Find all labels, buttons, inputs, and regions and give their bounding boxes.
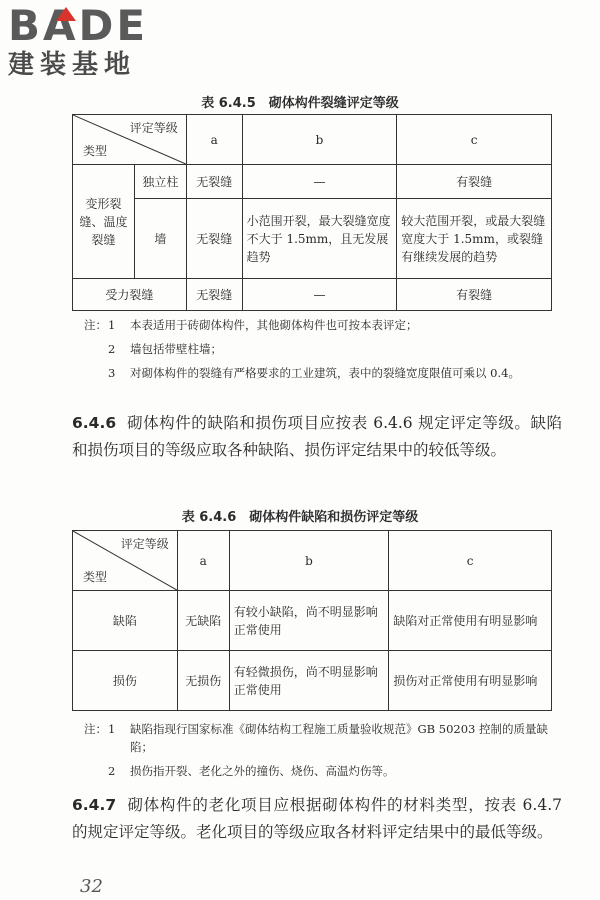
table1-row3-label: 受力裂缝 (73, 279, 187, 311)
section-number: 6.4.7 (72, 796, 117, 814)
note-number: 1 (108, 318, 116, 332)
table2-header-a: a (177, 531, 229, 591)
table1-notes (84, 316, 554, 388)
table2-row2-c: 损伤对正常使用有明显影响 (389, 651, 552, 711)
table2-header-type: 类型 (83, 570, 108, 584)
table1-header-c: c (397, 115, 552, 165)
table1-caption: 表 6.4.5 砌体构件裂缝评定等级 (201, 96, 399, 111)
table2-row1-c: 缺陷对正常使用有明显影响 (389, 591, 552, 651)
table2 (72, 530, 552, 711)
page-number: 32 (80, 876, 103, 897)
table1-header-b: b (242, 115, 397, 165)
note-item (84, 762, 554, 780)
note-item (84, 720, 554, 756)
table1-header-a: a (186, 115, 242, 165)
table1-header-grade: 评定等级 (129, 121, 178, 135)
table1-row3-b: — (242, 279, 397, 311)
table1-row1-sub: 独立柱 (134, 165, 186, 199)
table2-notes (84, 720, 554, 786)
table1 (72, 114, 552, 311)
table1-row2-b: 小范围开裂，最大裂缝宽度不大于 1.5mm，且无发展趋势 (242, 199, 397, 279)
table1-header-type: 类型 (83, 144, 108, 158)
section-6-4-6 (72, 410, 562, 464)
table1-header-diagonal-cell (73, 115, 187, 165)
logo-wordmark-text: BADE (8, 1, 149, 50)
note-text: 对砌体构件的裂缝有严格要求的工业建筑，表中的裂缝宽度限值可乘以 0.4。 (130, 366, 520, 380)
table1-row1-b: — (242, 165, 397, 199)
note-text: 本表适用于砖砌体构件，其他砌体构件也可按本表评定； (130, 318, 418, 332)
logo-wordmark (8, 1, 183, 50)
section-text: 砌体构件的老化项目应根据砌体构件的材料类型，按表 6.4.7 的规定评定等级。老化项目的等级应取各材料评定结果中的最低等级。 (72, 796, 562, 841)
table2-header-b: b (229, 531, 389, 591)
note-text: 墙包括带壁柱墙； (130, 342, 222, 356)
table1-row2-sub: 墙 (134, 199, 186, 279)
table2-header-diagonal-cell (73, 531, 178, 591)
note-number: 2 (108, 764, 116, 778)
table2-row2-a: 无损伤 (177, 651, 229, 711)
note-item (84, 340, 554, 358)
note-number: 1 (108, 722, 116, 736)
logo-subtitle: 建装基地 (8, 50, 137, 80)
table2-header-c: c (389, 531, 552, 591)
table2-row1-label: 缺陷 (73, 591, 178, 651)
table2-caption: 表 6.4.6 砌体构件缺陷和损伤评定等级 (181, 510, 419, 525)
table2-header-grade: 评定等级 (120, 537, 169, 551)
section-text: 砌体构件的缺陷和损伤项目应按表 6.4.6 规定评定等级。缺陷和损伤项目的等级应取各种缺陷、损伤评定结果中的较低等级。 (72, 414, 563, 459)
table2-row2-b: 有轻微损伤，尚不明显影响正常使用 (229, 651, 389, 711)
logo (8, 1, 183, 80)
note-label: 注： (84, 318, 107, 332)
table1-row1-a: 无裂缝 (186, 165, 242, 199)
table1-row2-c: 较大范围开裂，或最大裂缝宽度大于 1.5mm，或裂缝有继续发展的趋势 (397, 199, 552, 279)
note-number: 2 (108, 342, 116, 356)
note-label: 注： (84, 722, 107, 736)
note-text: 损伤指开裂、老化之外的撞伤、烧伤、高温灼伤等。 (130, 764, 395, 778)
table1-row1-c: 有裂缝 (397, 165, 552, 199)
note-text: 缺陷指现行国家标准《砌体结构工程施工质量验收规范》GB 50203 控制的质量缺陷； (130, 722, 549, 754)
section-6-4-7 (72, 792, 562, 846)
table1-row3-a: 无裂缝 (186, 279, 242, 311)
note-number: 3 (108, 366, 116, 380)
table2-row1-b: 有较小缺陷，尚不明显影响正常使用 (229, 591, 389, 651)
table2-row1-a: 无缺陷 (177, 591, 229, 651)
section-number: 6.4.6 (72, 414, 117, 432)
table1-group-label: 变形裂缝、温度裂缝 (73, 165, 135, 279)
note-item (84, 364, 554, 382)
table2-row2-label: 损伤 (73, 651, 178, 711)
note-item (84, 316, 554, 334)
table1-row2-a: 无裂缝 (186, 199, 242, 279)
logo-triangle-icon (56, 7, 76, 21)
table1-row3-c: 有裂缝 (397, 279, 552, 311)
